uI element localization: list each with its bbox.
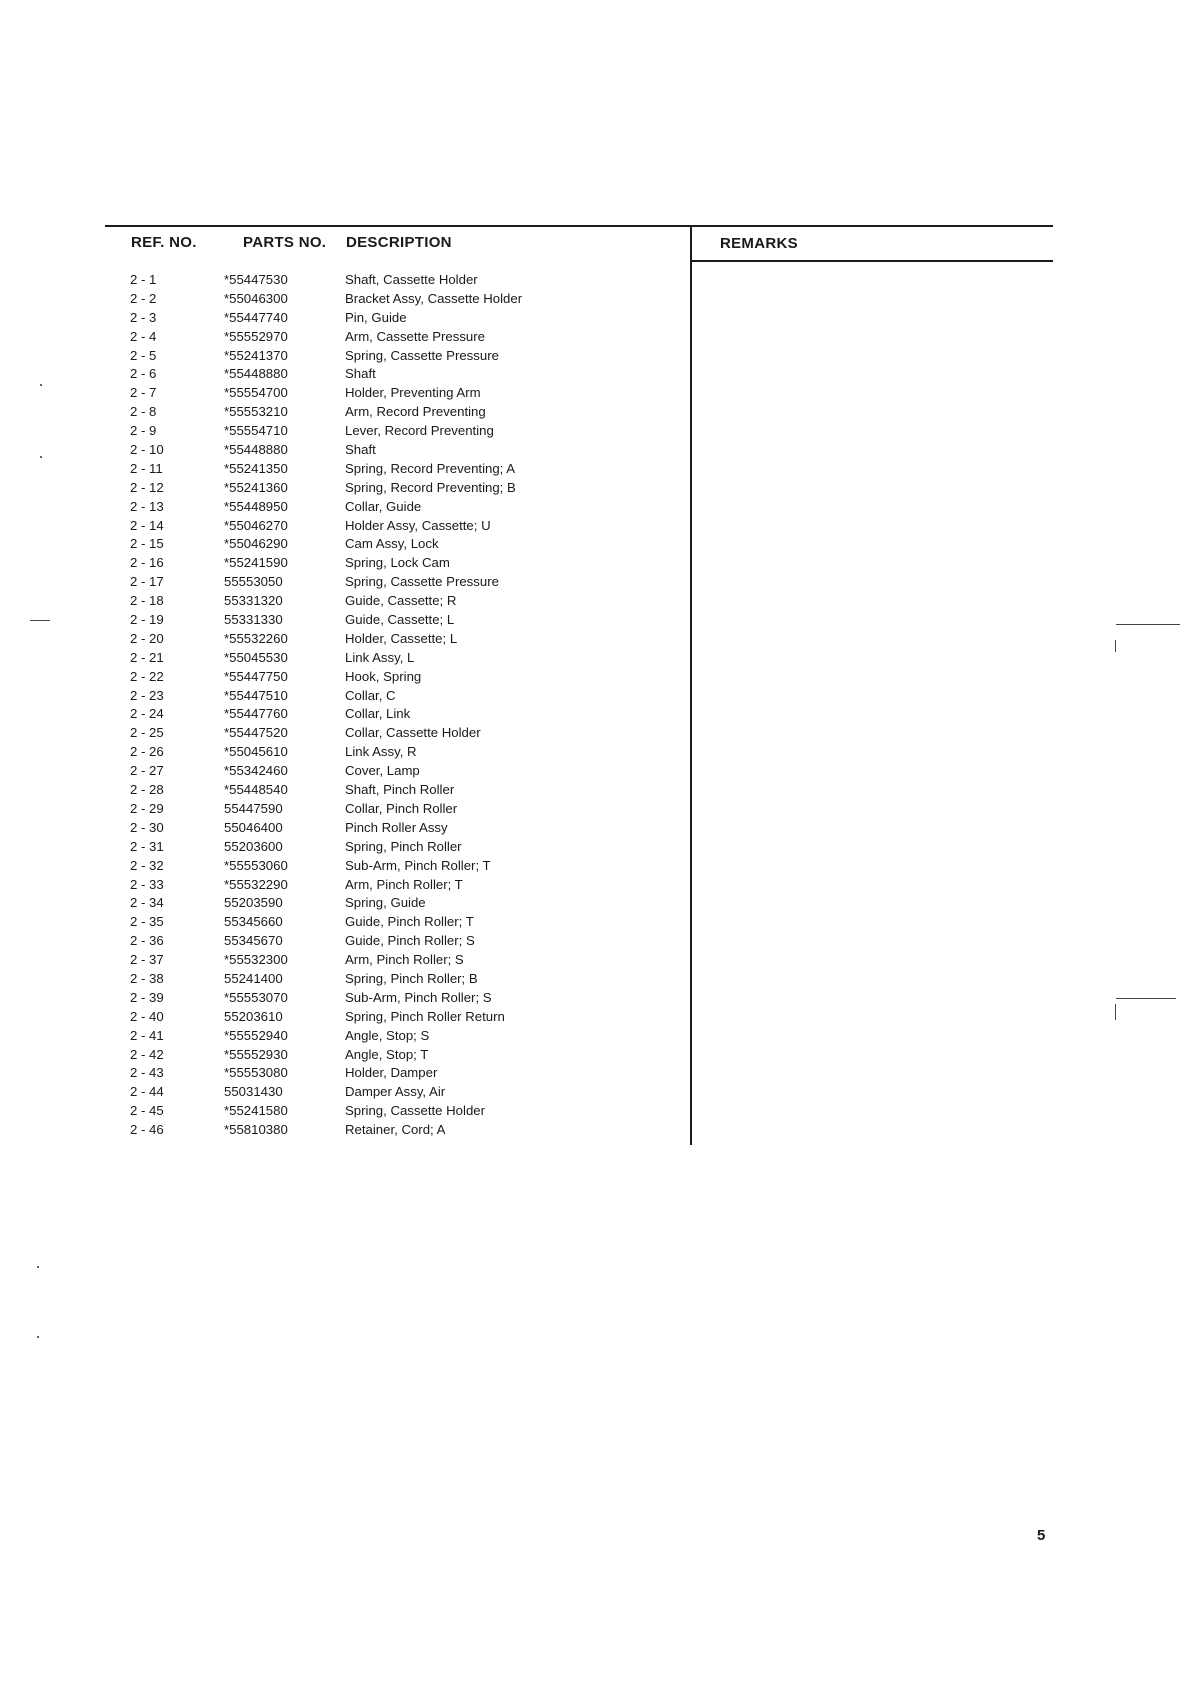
description-cell: Shaft, Cassette Holder <box>345 272 478 287</box>
ref-no-cell: 2 - 45 <box>130 1103 164 1119</box>
table-row <box>0 290 690 309</box>
table-row <box>0 554 690 573</box>
table-row <box>0 932 690 951</box>
ref-no-cell: 2 - 44 <box>130 1084 164 1100</box>
description-cell: Collar, Link <box>345 706 411 722</box>
table-row <box>0 989 690 1008</box>
table-row <box>0 1064 690 1083</box>
table-row <box>0 762 690 781</box>
ref-no-cell: 2 - 4 <box>130 328 157 344</box>
ref-no-cell: 2 - 37 <box>130 952 164 968</box>
description-cell: Cover, Lamp <box>345 763 420 779</box>
table-row <box>0 1008 690 1027</box>
parts-no-cell: *55447740 <box>224 309 288 325</box>
parts-no-cell: *55553080 <box>224 1065 288 1081</box>
parts-no-cell: *55448880 <box>224 366 288 382</box>
ref-no-cell: 2 - 18 <box>130 593 164 609</box>
parts-no-cell: 55345660 <box>224 914 283 930</box>
parts-no-cell: *55532300 <box>224 952 288 968</box>
ref-no-cell: 2 - 22 <box>130 668 164 684</box>
description-cell: Arm, Pinch Roller; T <box>345 876 463 892</box>
table-row <box>0 970 690 989</box>
parts-no-cell: *55532290 <box>224 876 288 892</box>
table-row <box>0 422 690 441</box>
table-row <box>0 479 690 498</box>
description-cell: Collar, Pinch Roller <box>345 800 458 816</box>
parts-no-cell: 55553050 <box>224 574 283 590</box>
parts-no-cell: *55447520 <box>224 725 288 741</box>
ref-no-cell: 2 - 24 <box>130 706 164 722</box>
parts-no-cell: *55046270 <box>224 517 288 533</box>
description-cell: Spring, Pinch Roller Return <box>345 1008 505 1024</box>
description-cell: Spring, Cassette Holder <box>345 1103 486 1119</box>
parts-no-cell: *55552970 <box>224 328 288 344</box>
ref-no-cell: 2 - 6 <box>130 366 157 382</box>
ref-no-cell: 2 - 30 <box>130 819 164 835</box>
parts-no-cell: *55447530 <box>224 272 288 287</box>
table-row <box>0 328 690 347</box>
table-row <box>0 611 690 630</box>
table-row <box>0 271 690 290</box>
parts-no-cell: *55552930 <box>224 1046 288 1062</box>
parts-no-cell: 55203590 <box>224 895 283 911</box>
scan-mark <box>30 620 50 621</box>
description-cell: Spring, Cassette Pressure <box>345 574 499 590</box>
description-cell: Arm, Record Preventing <box>345 404 486 420</box>
ref-no-cell: 2 - 29 <box>130 800 164 816</box>
description-cell: Shaft <box>345 442 376 458</box>
description-cell: Angle, Stop; S <box>345 1027 430 1043</box>
parts-no-cell: *55532260 <box>224 630 288 646</box>
table-row <box>0 687 690 706</box>
parts-no-cell: *55553070 <box>224 989 288 1005</box>
header-remarks: REMARKS <box>720 235 798 252</box>
ref-no-cell: 2 - 33 <box>130 876 164 892</box>
table-row <box>0 498 690 517</box>
parts-no-cell: *55553060 <box>224 857 288 873</box>
description-cell: Pinch Roller Assy <box>345 819 448 835</box>
parts-no-cell: 55203600 <box>224 838 283 854</box>
parts-no-cell: *55447510 <box>224 687 288 703</box>
page-number: 5 <box>1037 1527 1046 1544</box>
description-cell: Spring, Pinch Roller <box>345 838 462 854</box>
ref-no-cell: 2 - 25 <box>130 725 164 741</box>
description-cell: Holder Assy, Cassette; U <box>345 517 491 533</box>
scan-speck <box>40 384 42 386</box>
ref-no-cell: 2 - 3 <box>130 309 157 325</box>
table-row <box>0 876 690 895</box>
table-row <box>0 894 690 913</box>
remarks-column-divider <box>690 225 692 1145</box>
parts-no-cell: *55046300 <box>224 290 288 306</box>
description-cell: Shaft <box>345 366 376 382</box>
ref-no-cell: 2 - 28 <box>130 782 164 798</box>
ref-no-cell: 2 - 23 <box>130 687 164 703</box>
parts-table-body <box>0 271 690 1140</box>
description-cell: Angle, Stop; T <box>345 1046 429 1062</box>
description-cell: Hook, Spring <box>345 668 422 684</box>
description-cell: Spring, Record Preventing; A <box>345 460 516 476</box>
table-row <box>0 460 690 479</box>
parts-no-cell: 55046400 <box>224 819 283 835</box>
description-cell: Spring, Cassette Pressure <box>345 347 499 363</box>
parts-no-cell: *55241590 <box>224 555 288 571</box>
table-row <box>0 592 690 611</box>
parts-no-cell: *55241580 <box>224 1103 288 1119</box>
description-cell: Arm, Cassette Pressure <box>345 328 485 344</box>
table-row <box>0 649 690 668</box>
scan-mark <box>1116 998 1176 999</box>
scan-mark <box>1115 1004 1116 1020</box>
parts-no-cell: 55203610 <box>224 1008 283 1024</box>
ref-no-cell: 2 - 27 <box>130 763 164 779</box>
ref-no-cell: 2 - 36 <box>130 933 164 949</box>
parts-no-cell: *55448540 <box>224 782 288 798</box>
ref-no-cell: 2 - 31 <box>130 838 164 854</box>
header-parts-no: PARTS NO. <box>243 234 327 251</box>
parts-no-cell: *55553210 <box>224 404 288 420</box>
parts-no-cell: *55045530 <box>224 649 288 665</box>
description-cell: Guide, Pinch Roller; S <box>345 933 475 949</box>
ref-no-cell: 2 - 40 <box>130 1008 164 1024</box>
table-row <box>0 743 690 762</box>
parts-no-cell: 55331330 <box>224 612 283 628</box>
table-row <box>0 1121 690 1140</box>
description-cell: Pin, Guide <box>345 309 407 325</box>
ref-no-cell: 2 - 19 <box>130 612 164 628</box>
description-cell: Sub-Arm, Pinch Roller; T <box>345 857 491 873</box>
parts-no-cell: *55046290 <box>224 536 288 552</box>
parts-no-cell: *55448880 <box>224 442 288 458</box>
ref-no-cell: 2 - 1 <box>130 272 157 287</box>
parts-no-cell: *55447750 <box>224 668 288 684</box>
remarks-header-rule <box>692 260 1053 262</box>
ref-no-cell: 2 - 14 <box>130 517 164 533</box>
ref-no-cell: 2 - 10 <box>130 442 164 458</box>
table-row <box>0 781 690 800</box>
ref-no-cell: 2 - 26 <box>130 744 164 760</box>
description-cell: Spring, Record Preventing; B <box>345 479 516 495</box>
description-cell: Spring, Pinch Roller; B <box>345 970 478 986</box>
description-cell: Collar, Guide <box>345 498 422 514</box>
ref-no-cell: 2 - 11 <box>130 460 163 476</box>
parts-no-cell: *55447760 <box>224 706 288 722</box>
description-cell: Holder, Cassette; L <box>345 630 458 646</box>
ref-no-cell: 2 - 16 <box>130 555 164 571</box>
table-row <box>0 441 690 460</box>
scan-mark <box>1115 640 1116 652</box>
description-cell: Holder, Damper <box>345 1065 438 1081</box>
table-row <box>0 705 690 724</box>
ref-no-cell: 2 - 39 <box>130 989 164 1005</box>
parts-no-cell: *55241360 <box>224 479 288 495</box>
parts-no-cell: *55241350 <box>224 460 288 476</box>
scan-speck <box>37 1266 39 1268</box>
table-top-rule <box>105 225 1053 227</box>
table-row <box>0 384 690 403</box>
table-row <box>0 535 690 554</box>
parts-no-cell: 55331320 <box>224 593 283 609</box>
ref-no-cell: 2 - 20 <box>130 630 164 646</box>
ref-no-cell: 2 - 43 <box>130 1065 164 1081</box>
ref-no-cell: 2 - 32 <box>130 857 164 873</box>
table-row <box>0 309 690 328</box>
parts-no-cell: 55345670 <box>224 933 283 949</box>
scan-speck <box>40 456 42 458</box>
ref-no-cell: 2 - 8 <box>130 404 157 420</box>
table-row <box>0 630 690 649</box>
description-cell: Link Assy, L <box>345 649 415 665</box>
table-row <box>0 1102 690 1121</box>
parts-no-cell: *55552940 <box>224 1027 288 1043</box>
parts-no-cell: *55241370 <box>224 347 288 363</box>
table-row <box>0 668 690 687</box>
header-ref-no: REF. NO. <box>131 234 197 251</box>
description-cell: Spring, Guide <box>345 895 426 911</box>
description-cell: Arm, Pinch Roller; S <box>345 952 464 968</box>
ref-no-cell: 2 - 15 <box>130 536 164 552</box>
table-row <box>0 819 690 838</box>
parts-no-cell: *55342460 <box>224 763 288 779</box>
parts-no-cell: 55447590 <box>224 800 283 816</box>
parts-no-cell: 55031430 <box>224 1084 283 1100</box>
table-row <box>0 724 690 743</box>
description-cell: Link Assy, R <box>345 744 417 760</box>
header-description: DESCRIPTION <box>346 234 452 251</box>
ref-no-cell: 2 - 2 <box>130 290 157 306</box>
ref-no-cell: 2 - 42 <box>130 1046 164 1062</box>
table-row <box>0 913 690 932</box>
ref-no-cell: 2 - 21 <box>130 649 164 665</box>
description-cell: Damper Assy, Air <box>345 1084 446 1100</box>
scan-mark <box>1116 624 1180 625</box>
description-cell: Spring, Lock Cam <box>345 555 450 571</box>
ref-no-cell: 2 - 5 <box>130 347 157 363</box>
parts-no-cell: *55045610 <box>224 744 288 760</box>
ref-no-cell: 2 - 34 <box>130 895 164 911</box>
ref-no-cell: 2 - 13 <box>130 498 164 514</box>
description-cell: Cam Assy, Lock <box>345 536 439 552</box>
table-row <box>0 403 690 422</box>
description-cell: Bracket Assy, Cassette Holder <box>345 290 523 306</box>
table-row <box>0 1027 690 1046</box>
table-row <box>0 1083 690 1102</box>
table-row <box>0 347 690 366</box>
table-row <box>0 365 690 384</box>
parts-no-cell: 55241400 <box>224 970 283 986</box>
parts-no-cell: *55554710 <box>224 423 288 439</box>
ref-no-cell: 2 - 46 <box>130 1122 164 1138</box>
scan-speck <box>37 1336 39 1338</box>
table-row <box>0 857 690 876</box>
parts-no-cell: *55554700 <box>224 385 288 401</box>
table-row <box>0 517 690 536</box>
table-row <box>0 1046 690 1065</box>
ref-no-cell: 2 - 7 <box>130 385 157 401</box>
ref-no-cell: 2 - 38 <box>130 970 164 986</box>
ref-no-cell: 2 - 9 <box>130 423 157 439</box>
description-cell: Sub-Arm, Pinch Roller; S <box>345 989 492 1005</box>
table-row <box>0 951 690 970</box>
description-cell: Collar, Cassette Holder <box>345 725 481 741</box>
description-cell: Holder, Preventing Arm <box>345 385 481 401</box>
table-row <box>0 573 690 592</box>
description-cell: Guide, Cassette; L <box>345 612 455 628</box>
table-row <box>0 800 690 819</box>
description-cell: Lever, Record Preventing <box>345 423 494 439</box>
description-cell: Retainer, Cord; A <box>345 1122 446 1138</box>
parts-no-cell: *55448950 <box>224 498 288 514</box>
description-cell: Guide, Pinch Roller; T <box>345 914 474 930</box>
description-cell: Shaft, Pinch Roller <box>345 782 455 798</box>
table-row <box>0 838 690 857</box>
description-cell: Guide, Cassette; R <box>345 593 457 609</box>
ref-no-cell: 2 - 12 <box>130 479 164 495</box>
ref-no-cell: 2 - 41 <box>130 1027 164 1043</box>
parts-no-cell: *55810380 <box>224 1122 288 1138</box>
ref-no-cell: 2 - 17 <box>130 574 164 590</box>
ref-no-cell: 2 - 35 <box>130 914 164 930</box>
description-cell: Collar, C <box>345 687 396 703</box>
